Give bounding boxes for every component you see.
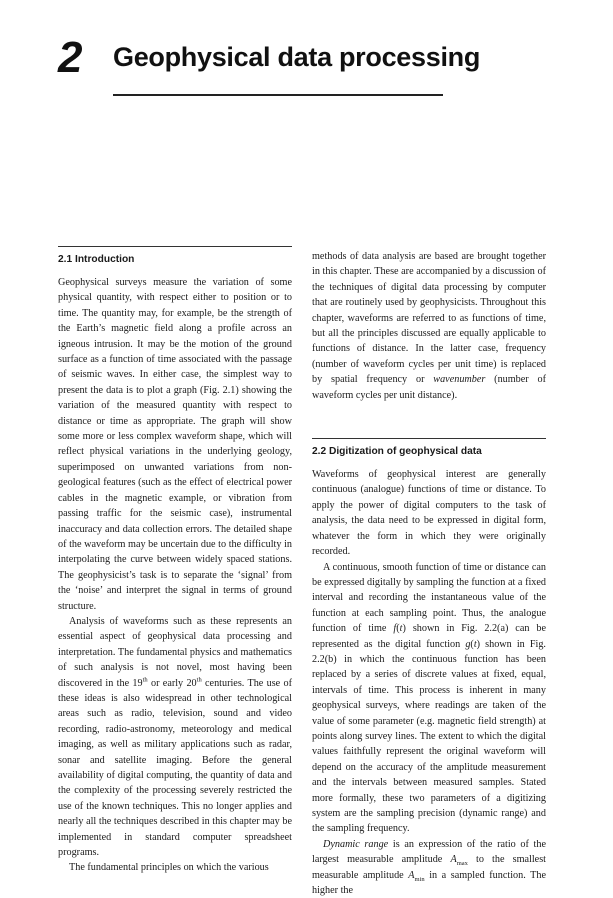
text-run: ( <box>470 638 474 650</box>
text-run: methods of data analysis are based are brought together in this chapter. These are accompanied by a discussion of the techniques of digital data processing by computer that are routinely used by geophysicists. Throughout this chapter, waveforms are referred to as functions of time, but all the principles discussed are equally applicable to functions of distance. In the latter case, frequency (number of waveform cycles per unit time) is replaced by spatial frequency or <box>312 251 546 386</box>
chapter-number: 2 <box>58 33 83 82</box>
emphasis: wavenumber <box>433 374 486 386</box>
subscript: min <box>414 875 425 883</box>
emphasis: A <box>450 854 457 866</box>
chapter-title: Geophysical data processing <box>113 42 481 72</box>
digitization-paragraph-1: Waveforms of geophysical interest are generally continuous (analogue) functions of time or distance. To apply the power of digital computers to the task of analysis, the data need to be expressed in digital form, whatever the form in which they were originally recorded. <box>312 469 546 558</box>
text-run: A continuous, smooth function of time or distance can be expressed digitally by sampling the function at a fixed interval and recording the instantaneous value of the function at each sampling point. Thus, the analogue function of time <box>312 561 546 635</box>
emphasis: Dynamic range <box>323 838 389 850</box>
text-run: Analysis of waveforms such as these represents an essential aspect of geophysical data processing and interpretation. The fundamental physics and mathematics of such analysis is not novel, most having been discovered in the 19 <box>58 615 292 689</box>
digitization-paragraph-2 <box>312 560 546 837</box>
text-run: or early 20 <box>147 677 197 689</box>
left-column <box>58 246 292 876</box>
section-heading-digitization: 2.2 Digitization of geophysical data <box>312 446 482 458</box>
emphasis: A <box>408 869 415 881</box>
title-rule <box>113 94 443 96</box>
text-run: in a sampled function. The higher the <box>312 869 546 897</box>
intro-paragraph-1: Geophysical surveys measure the variation of some physical quantity, with respect either to position or to time. The quantity may, for example, be the strength of the Earth’s magnetic field along a profile across an igneous intrusion. It may be the motion of the ground surface as a function of time associated with the passage of seismic waves. In either case, the simplest way to present the data is to plot a graph (Fig. 2.1) showing the variation of the measured quantity with respect to distance or time as appropriate. The graph will show some more or less complex waveform shape, which will reflect physical variations in the underlying geology, superimposed on unwanted variations from non-geological features (such as the effect of electrical power cables in the magnetic example, or vibration from passing traffic for the seismic case), instrumental inaccuracy and data collection errors. The detailed shape of the waveform may be uncertain due to the difficulty in interpolating the curve between widely spaced stations. The geophysicist’s task is to separate the ‘signal’ from the ‘noise’ and interpret the signal in terms of ground structure. <box>58 277 292 612</box>
text-run: (number of waveform cycles per unit distance). <box>312 374 547 401</box>
superscript: th <box>142 676 148 684</box>
emphasis: g <box>465 638 471 650</box>
subscript: max <box>456 860 468 868</box>
intro-paragraph-2 <box>58 614 292 861</box>
text-run: ( <box>396 623 400 635</box>
text-run: is an expression of the ratio of the largest measurable amplitude <box>312 838 546 866</box>
right-column <box>312 249 546 898</box>
intro-paragraph-3-continued <box>312 249 546 403</box>
text-run: to the smallest measurable amplitude <box>312 854 546 881</box>
emphasis: t <box>399 623 403 635</box>
intro-paragraph-3-start: The fundamental principles on which the various <box>69 862 269 874</box>
digitization-paragraph-3 <box>312 837 546 898</box>
text-run: ) shown in Fig. 2.2(a) can be represented as the digital function <box>312 623 547 650</box>
text-run: ) shown in Fig. 2.2(b) in which the continuous function has been replaced by a series of discrete values at fixed, equal, intervals of time. This process is inherent in many geophysical surveys, where readings are taken of the value of some parameter (e.g. magnetic field strength) at points along survey lines. The extent to which the digital values faithfully represent the original waveform will depend on the accuracy of the amplitude measurement and the intervals between measured samples. Stated more formally, these two parameters of a digitizing system are the sampling precision (dynamic range) and the sampling frequency. <box>312 638 546 835</box>
text-run: centuries. The use of these ideas is also widespread in other technological areas such as radio, television, sound and video recording, radio-astronomy, meteorology and medical imaging, as well as military applications such as radar, sonar and satellite imaging. Before the general availability of digital computing, the quantity of data and the complexity of the processing severely restricted the use of the known techniques. This no longer applies and nearly all the techniques described in this chapter may be implemented in standard computer spreadsheet programs. <box>58 677 292 859</box>
section-rule <box>312 438 546 439</box>
superscript: th <box>196 676 202 684</box>
section-rule <box>58 246 292 247</box>
emphasis: t <box>473 638 477 650</box>
emphasis: f <box>393 623 397 635</box>
section-heading-introduction: 2.1 Introduction <box>58 254 135 265</box>
